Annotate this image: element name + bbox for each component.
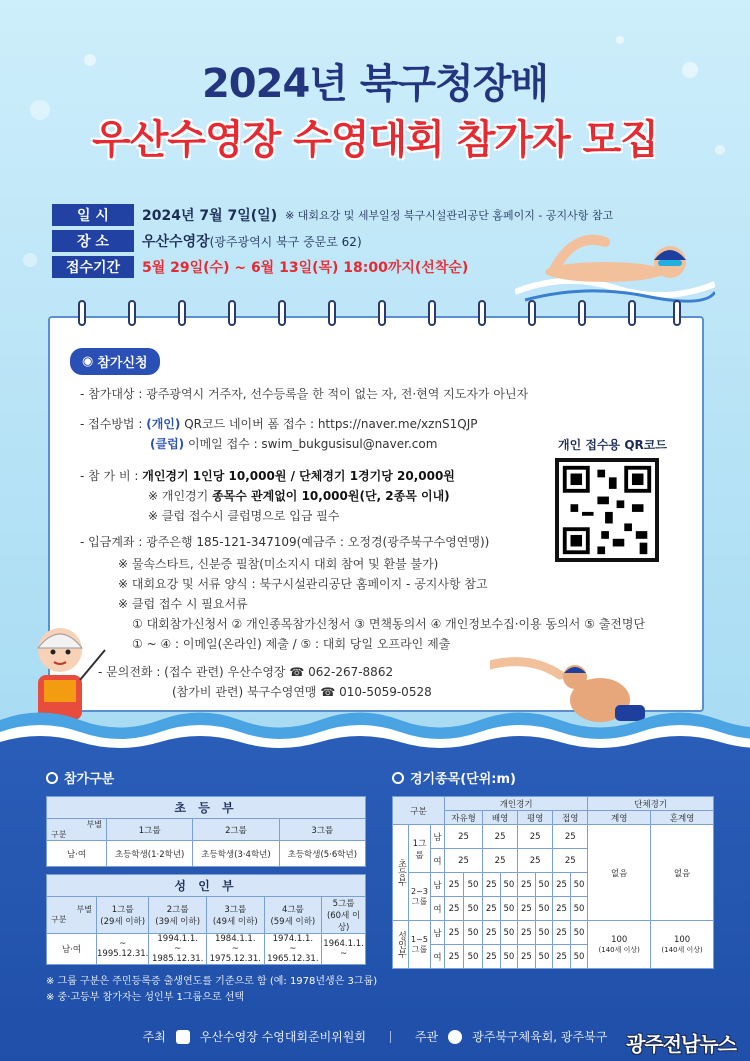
info-period-value: 5월 29일(수) ~ 6월 13일(목) 18:00까지(선착순) [142, 260, 469, 276]
fee-note2: ※ 클럽 접수시 클럽명으로 입금 필수 [148, 509, 340, 523]
apply-docs-2: ① ~ ④ : 이메일(온라인) 제출 / ⑤ : 대회 당일 오프라인 제출 [132, 637, 451, 651]
distance-cell: 25 [483, 825, 518, 849]
swimmer-illustration-top [515, 222, 715, 312]
circle-icon [46, 772, 58, 784]
events-table [392, 796, 714, 969]
adult-value-5: 1964.1.1. ~ [322, 934, 366, 965]
division-header-label: 참가구분 [64, 772, 115, 787]
events-individual: 개인경기 [445, 797, 588, 811]
info-date-value: 2024년 7월 7일(일) [142, 208, 278, 224]
distance-cell: 25 [518, 873, 536, 897]
apply-account: - 입금계좌 : 광주은행 185-121-347109(예금주 : 오정경(광주북구수영연맹)) [80, 535, 490, 549]
elem-group-1: 1그룹 [107, 819, 193, 841]
events-group-1: 1그룹 [409, 825, 431, 873]
distance-cell: 50 [535, 945, 553, 969]
distance-cell: 25 [553, 897, 571, 921]
events-female: 여 [431, 849, 445, 873]
distance-cell: 25 [553, 945, 571, 969]
distance-cell: 50 [570, 897, 588, 921]
ring [628, 300, 636, 326]
distance-cell: 50 [464, 873, 483, 897]
events-medley-none: 없음 [651, 825, 714, 921]
stroke-free: 자유형 [445, 811, 483, 825]
apply-note-3: ※ 클럽 접수 시 필요서류 [118, 597, 248, 611]
distance-cell: 25 [483, 945, 501, 969]
elem-group-3: 3그룹 [279, 819, 365, 841]
apply-section-badge [70, 348, 160, 375]
distance-cell: 25 [553, 921, 571, 945]
qr-code[interactable] [555, 458, 659, 562]
division-note-1: ※ 그룹 구분은 주민등록증 출생연도를 기준으로 함 (예: 1978년생은 3그룹) [46, 976, 378, 987]
apply-phone [98, 662, 432, 702]
fee-prefix: - 참 가 비 : [80, 469, 139, 483]
elem-value-1: 초등학생(1·2학년) [107, 841, 193, 867]
method-club: 이메일 접수 : swim_bukgusisul@naver.com [187, 437, 438, 451]
distance-cell: 25 [518, 897, 536, 921]
distance-cell: 25 [445, 873, 464, 897]
events-team: 단체경기 [588, 797, 714, 811]
title-line2: 우산수영장 수영대회 참가자 모집 [92, 117, 658, 163]
qr-label: 개인 접수용 QR코드 [558, 438, 667, 452]
events-male: 남 [431, 873, 445, 897]
apply-method [80, 414, 478, 454]
info-period-label: 접수기간 [52, 256, 134, 278]
distance-cell: 25 [445, 897, 464, 921]
method-personal: QR코드 네이버 폼 접수 : https://naver.me/xznS1QJP [184, 417, 478, 431]
events-medley-adult: 100 (140세 이상) [651, 921, 714, 969]
ring [578, 300, 586, 326]
events-relay-none: 없음 [588, 825, 651, 921]
ring [278, 300, 286, 326]
ring [673, 300, 681, 326]
distance-cell: 50 [535, 921, 553, 945]
distance-cell: 25 [445, 945, 464, 969]
distance-cell: 50 [500, 945, 518, 969]
events-male: 남 [431, 825, 445, 849]
adult-banner: 성 인 부 [47, 875, 366, 897]
elem-value-3: 초등학생(5·6학년) [279, 841, 365, 867]
fee-note1-bold: 종목수 관계없이 10,000원(단, 2종목 이내) [212, 489, 450, 503]
adult-row-label: 남·여 [47, 934, 97, 965]
apply-note-2: ※ 대회요강 및 서류 양식 : 북구시설관리공단 홈페이지 - 공지사항 참고 [118, 577, 488, 591]
circle-icon [392, 772, 404, 784]
info-date-note: ※ 대회요강 및 세부일정 북구시설관리공단 홈페이지 - 공지사항 참고 [285, 209, 614, 222]
distance-cell: 50 [500, 921, 518, 945]
elem-group-2: 2그룹 [193, 819, 279, 841]
events-group-23: 2~3그룹 [409, 873, 431, 921]
info-place-sub: (광주광역시 북구 중문로 62) [209, 234, 362, 249]
distance-cell: 50 [500, 873, 518, 897]
host-name: 우산수영장 수영대회준비위원회 [199, 1030, 366, 1044]
org-name: 광주북구체육회, 광주북구 [472, 1030, 608, 1044]
info-place-label: 장 소 [52, 230, 134, 252]
distance-cell: 25 [553, 825, 588, 849]
events-relay-adult: 100 (140세 이상) [588, 921, 651, 969]
distance-cell: 25 [518, 945, 536, 969]
ring [378, 300, 386, 326]
team-medley: 혼계영 [651, 811, 714, 825]
info-place [52, 230, 362, 252]
events-header-label: 경기종목(단위:m) [410, 772, 516, 787]
distance-cell: 25 [483, 921, 501, 945]
team-relay: 계영 [588, 811, 651, 825]
distance-cell: 50 [535, 897, 553, 921]
phone-2: (참가비 관련) 북구수영연맹 ☎ 010-5059-0528 [172, 685, 432, 699]
adult-group-5: 5그룹 (60세 이상) [322, 897, 366, 934]
check-icon: ◉ [82, 354, 94, 369]
ring [528, 300, 536, 326]
ring [428, 300, 436, 326]
distance-cell: 25 [553, 849, 588, 873]
distance-cell: 50 [570, 921, 588, 945]
distance-cell: 50 [500, 897, 518, 921]
distance-cell: 25 [445, 825, 483, 849]
events-female: 여 [431, 897, 445, 921]
stroke-back: 배영 [483, 811, 518, 825]
title-line1: 2024년 북구청장배 [201, 61, 549, 107]
events-adult-label: 성인부 [393, 921, 409, 969]
wave-divider [0, 700, 750, 760]
elem-banner: 초 등 부 [47, 797, 366, 819]
ring [78, 300, 86, 326]
events-male: 남 [431, 921, 445, 945]
host-logo-icon [176, 1030, 190, 1044]
adult-value-2: 1994.1.1. ~ 1985.12.31. [149, 934, 207, 965]
host-label: 주최 [142, 1030, 166, 1044]
distance-cell: 50 [535, 873, 553, 897]
elem-value-2: 초등학생(3·4학년) [193, 841, 279, 867]
adult-group-3: 3그룹 (49세 이하) [206, 897, 264, 934]
distance-cell: 50 [464, 945, 483, 969]
elem-corner: 부별 구분 [47, 819, 107, 841]
ring [228, 300, 236, 326]
fee-note1-pre: ※ 개인경기 [148, 489, 209, 503]
phone-1: - 문의전화 : (접수 관련) 우산수영장 ☎ 062-267-8862 [98, 665, 394, 679]
info-period [52, 256, 468, 278]
org-label: 주관 [414, 1030, 439, 1044]
distance-cell: 25 [553, 873, 571, 897]
apply-fee [80, 466, 455, 526]
ring [178, 300, 186, 326]
adult-division-table [46, 874, 366, 965]
events-female: 여 [431, 945, 445, 969]
distance-cell: 50 [570, 873, 588, 897]
distance-cell: 50 [464, 921, 483, 945]
method-club-tag: (클럽) [150, 437, 185, 451]
watermark: 광주전남뉴스 [626, 1032, 736, 1056]
events-elem-label: 초등부 [393, 825, 409, 921]
ring [328, 300, 336, 326]
adult-value-3: 1984.1.1. ~ 1975.12.31. [206, 934, 264, 965]
apply-badge-label: 참가신청 [97, 356, 148, 371]
ring [478, 300, 486, 326]
distance-cell: 25 [445, 849, 483, 873]
apply-notes [118, 554, 645, 654]
adult-value-1: ~ 1995.12.31. [97, 934, 149, 965]
stroke-breast: 평영 [518, 811, 553, 825]
stroke-fly: 접영 [553, 811, 588, 825]
board-rings [48, 300, 704, 330]
method-prefix: - 접수방법 : [80, 417, 143, 431]
adult-group-1: 1그룹 (29세 이하) [97, 897, 149, 934]
events-header [392, 768, 516, 787]
org-logo-icon [448, 1030, 462, 1044]
footer-divider [390, 1031, 391, 1043]
info-place-value: 우산수영장 [142, 234, 210, 250]
ring [128, 300, 136, 326]
events-group-15: 1~5그룹 [409, 921, 431, 969]
apply-target: - 참가대상 : 광주광역시 거주자, 선수등록을 한 적이 없는 자, 전·현역 지도자가 아닌자 [80, 387, 529, 401]
distance-cell: 25 [445, 921, 464, 945]
events-col-group: 구분 [393, 797, 445, 825]
info-date-label: 일 시 [52, 204, 134, 226]
distance-cell: 25 [483, 897, 501, 921]
fee-main: 개인경기 1인당 10,000원 / 단체경기 1경기당 20,000원 [142, 469, 455, 483]
distance-cell: 50 [570, 945, 588, 969]
adult-group-2: 2그룹 (39세 이하) [149, 897, 207, 934]
elem-row-label: 남·여 [47, 841, 107, 867]
apply-docs-1: ① 대회참가신청서 ② 개인종목참가신청서 ③ 면책동의서 ④ 개인정보수집·이용 동의서 ⑤ 출전명단 [132, 617, 646, 631]
distance-cell: 25 [483, 849, 518, 873]
method-personal-tag: (개인) [146, 417, 181, 431]
distance-cell: 25 [483, 873, 501, 897]
distance-cell: 50 [464, 897, 483, 921]
division-note-2: ※ 중·고등부 참가자는 성인부 1그룹으로 선택 [46, 992, 245, 1003]
adult-group-4: 4그룹 (59세 이하) [264, 897, 322, 934]
distance-cell: 25 [518, 825, 553, 849]
adult-corner: 부별 구분 [47, 897, 97, 934]
distance-cell: 25 [518, 849, 553, 873]
apply-note-1: ※ 물속스타트, 신분증 필참(미소지시 대회 참여 및 환불 불가) [118, 557, 439, 571]
elementary-division-table [46, 796, 366, 867]
adult-value-4: 1974.1.1. ~ 1965.12.31. [264, 934, 322, 965]
division-header [46, 768, 114, 787]
distance-cell: 25 [518, 921, 536, 945]
